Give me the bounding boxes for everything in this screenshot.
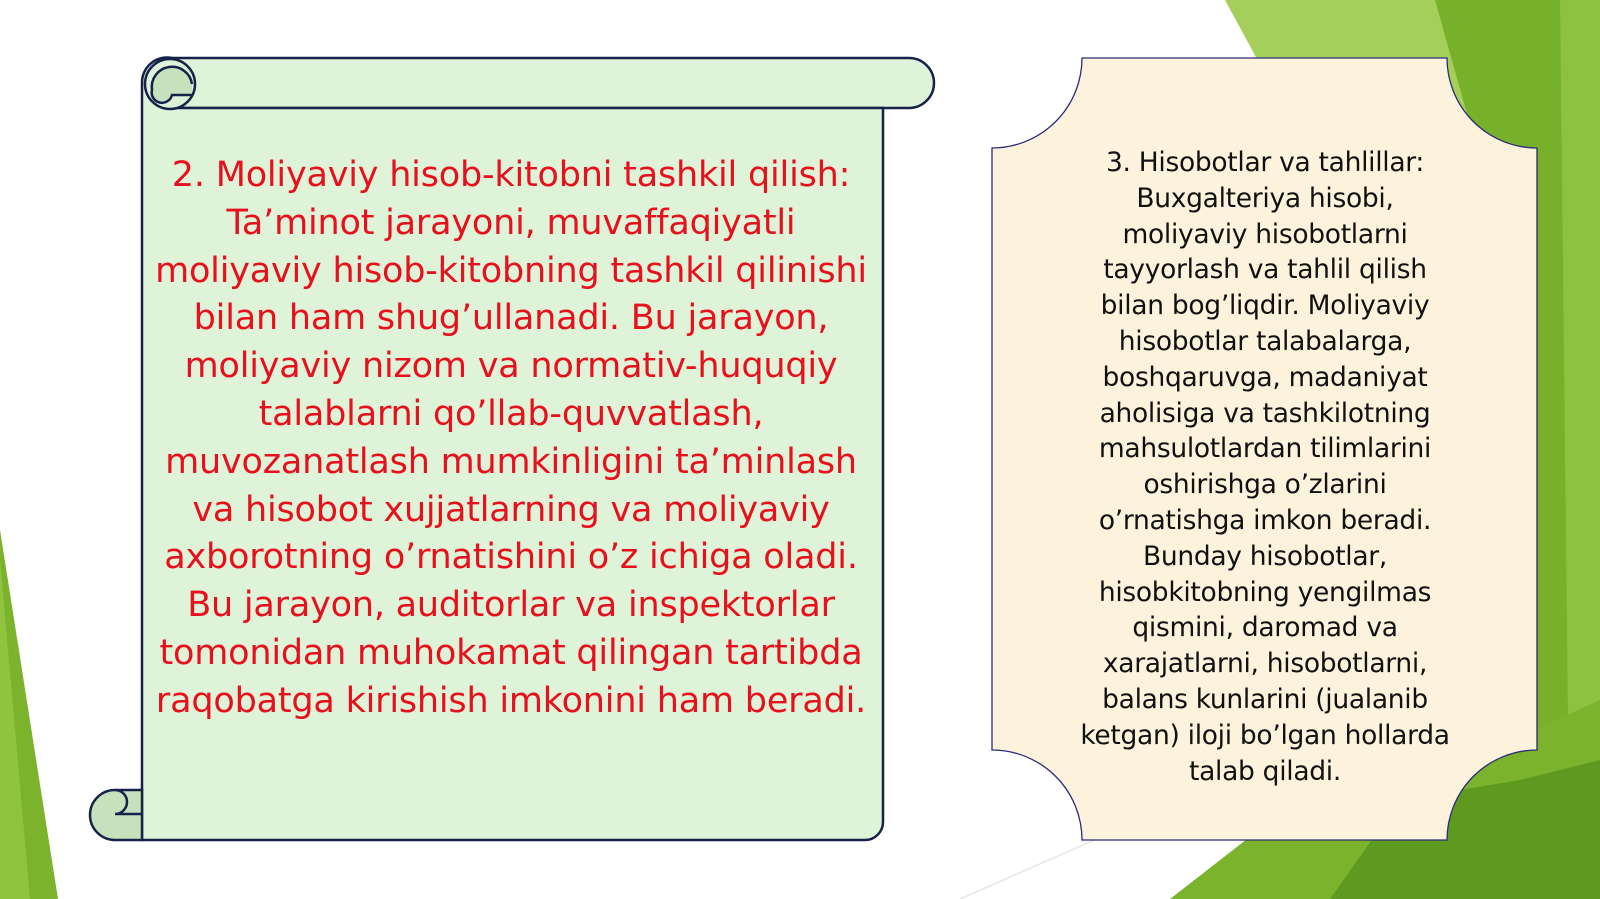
reports-and-analysis-text: 3. Hisobotlar va tahlillar: Buxgalteriya hisobi, moliyaviy hisobotlarni tayyorlash va tahlil qilish bilan bog’liqdir. Moliyaviy hisobotlar talabalarga, boshqaruvga, madaniyat aholisiga va tashkilotning mahsulotlardan tilimlarini oshirishga o’zlarini o’rnatishga imkon beradi. Bunday hisobotlar, hisobkitobning yengilmas qismini, daromad va xarajatlarni, hisobotlarni, balans kunlarini (jualanib ketgan) iloji bo’lgan hollarda talab qiladi. — [1080, 147, 1450, 787]
financial-accounting-organization-text: 2. Moliyaviy hisob-kitobni tashkil qilish: Ta’minot jarayoni, muvaffaqiyatli moliyaviy hisob-kitobning tashkil qilinishi bilan ham shug’ullanadi. Bu jarayon, moliyaviy nizom va normativ-huquqiy talablarni qo’llab-quvvatlash, muvozanatlash mumkinligini ta’minlash va hisobot xujjatlarning va moliyaviy axborotning o’rnatishini o’z ichiga oladi. Bu jarayon, auditorlar va inspektorlar tomonidan muhokamat qilingan tartibda raqobatga kirishish imkonini ham beradi. — [155, 155, 867, 721]
